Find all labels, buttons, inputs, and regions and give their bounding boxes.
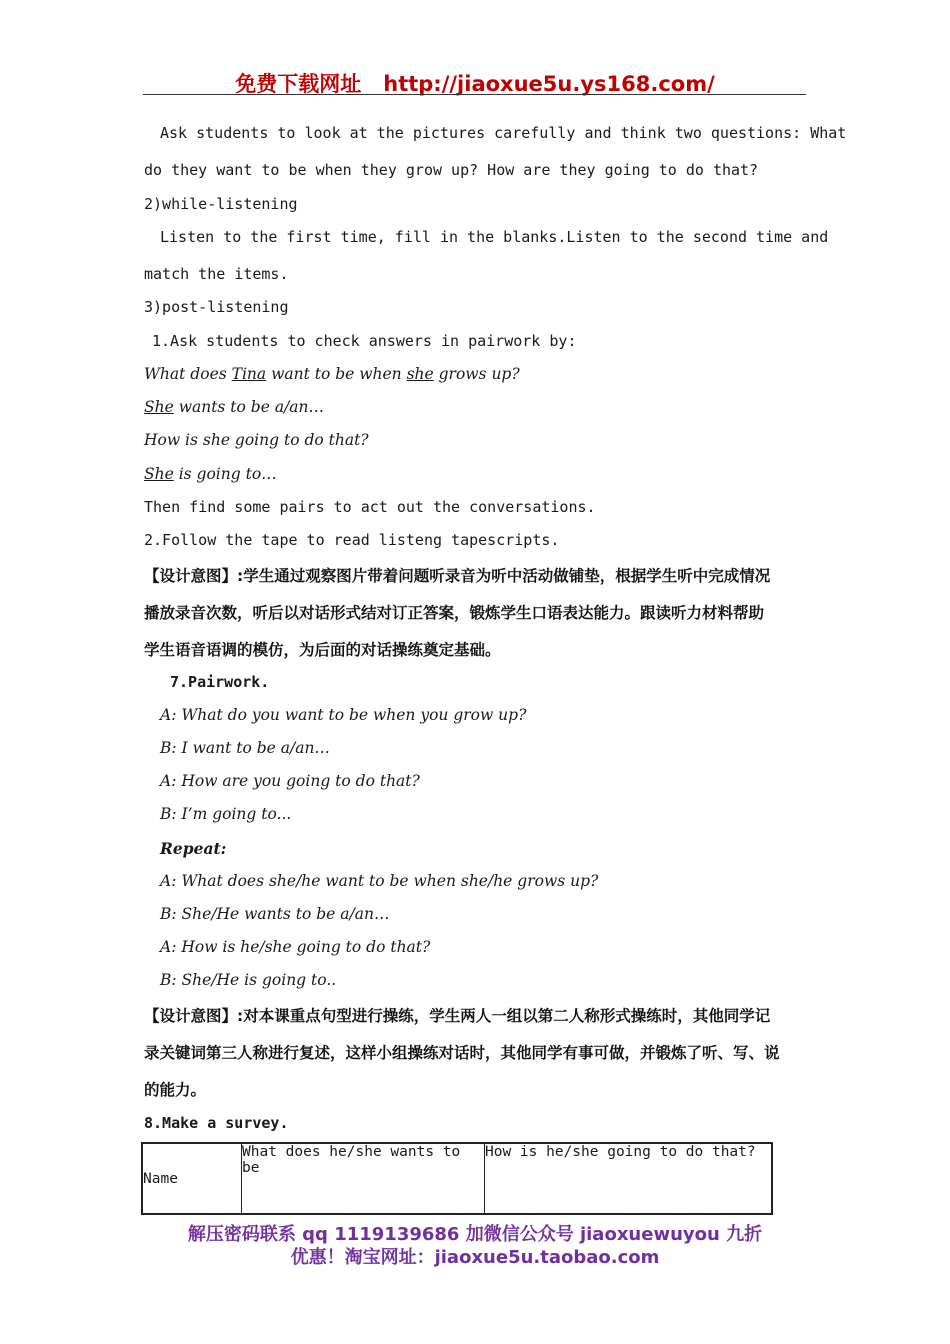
while-listening-heading: 2)while-listening [144,195,298,213]
survey-col-want: What does he/she wants to be [242,1143,485,1214]
dialog-question-2: How is she going to do that? [144,431,369,449]
table-row [142,1143,772,1214]
pairwork-line5: A: What does she/he want to be when she/he grows up? [160,872,599,890]
pairwork-line8: B: She/He is going to.. [160,971,337,989]
design-intent-1-line1: 【设计意图】:学生通过观察图片带着问题听录音为听中活动做铺垫，根据学生听中完成情况 [144,567,771,585]
footer-line1: 解压密码联系 qq 1119139686 加微信公众号 jiaoxuewuyou 九折 [187,1224,763,1245]
pairwork-line3: A: How are you going to do that? [160,772,420,790]
pairwork-line6: B: She/He wants to be a/an… [160,905,390,923]
design-intent-label: 【设计意图】 [144,1007,238,1025]
pre-listening-line1: Ask students to look at the pictures carefully and think two questions: What [160,124,847,142]
post-listening-item1: 1.Ask students to check answers in pairwork by: [152,332,577,350]
header-url[interactable]: http://jiaoxue5u.ys168.com/ [383,72,715,96]
pairwork-heading: 7.Pairwork. [170,673,270,691]
dialog-question-1: What does Tina want to be when she grows up? [144,365,520,383]
post-listening-heading: 3)post-listening [144,298,289,316]
while-listening-line1: Listen to the first time, fill in the blanks.Listen to the second time and [160,228,829,246]
survey-heading: 8.Make a survey. [144,1114,289,1132]
post-listening-item2: 2.Follow the tape to read listeng tapescripts. [144,531,560,549]
dialog-answer-2: She is going to… [144,465,277,483]
pre-listening-line2: do they want to be when they grow up? How are they going to do that? [144,161,759,179]
design-intent-2-line3: 的能力。 [144,1081,207,1099]
name-tina: Tina [231,365,267,383]
header-label: 免费下载网址 [235,72,362,96]
pairwork-repeat: Repeat: [160,839,227,858]
design-intent-1-line3: 学生语音语调的模仿，为后面的对话操练奠定基础。 [144,641,501,659]
pairwork-line7: A: How is he/she going to do that? [160,938,431,956]
survey-col-how: How is he/she going to do that? [485,1143,773,1214]
design-intent-2-line2: 录关键词第三人称进行复述，这样小组操练对话时，其他同学有事可做，并锻炼了听、写、说 [144,1044,780,1062]
survey-table [141,1142,773,1215]
design-intent-label: 【设计意图】 [144,567,238,585]
pairwork-line1: A: What do you want to be when you grow up? [160,706,527,724]
design-intent-1-line2: 播放录音次数，听后以对话形式结对订正答案，锻炼学生口语表达能力。跟读听力材料帮助 [144,604,765,622]
pairwork-line2: B: I want to be a/an… [160,739,330,757]
header-divider [143,94,806,95]
design-intent-2-line1: 【设计意图】:对本课重点句型进行操练，学生两人一组以第二人称形式操练时，其他同学记 [144,1007,771,1025]
survey-col-name: Name [142,1143,242,1214]
post-listening-then: Then find some pairs to act out the conversations. [144,498,596,516]
pairwork-line4: B: I’m going to... [160,805,292,823]
while-listening-line2: match the items. [144,265,289,283]
dialog-answer-1: She wants to be a/an… [144,398,325,416]
footer-line2[interactable]: 优惠！淘宝网址：jiaoxue5u.taobao.com [290,1247,660,1268]
pronoun-she: she [406,365,434,383]
